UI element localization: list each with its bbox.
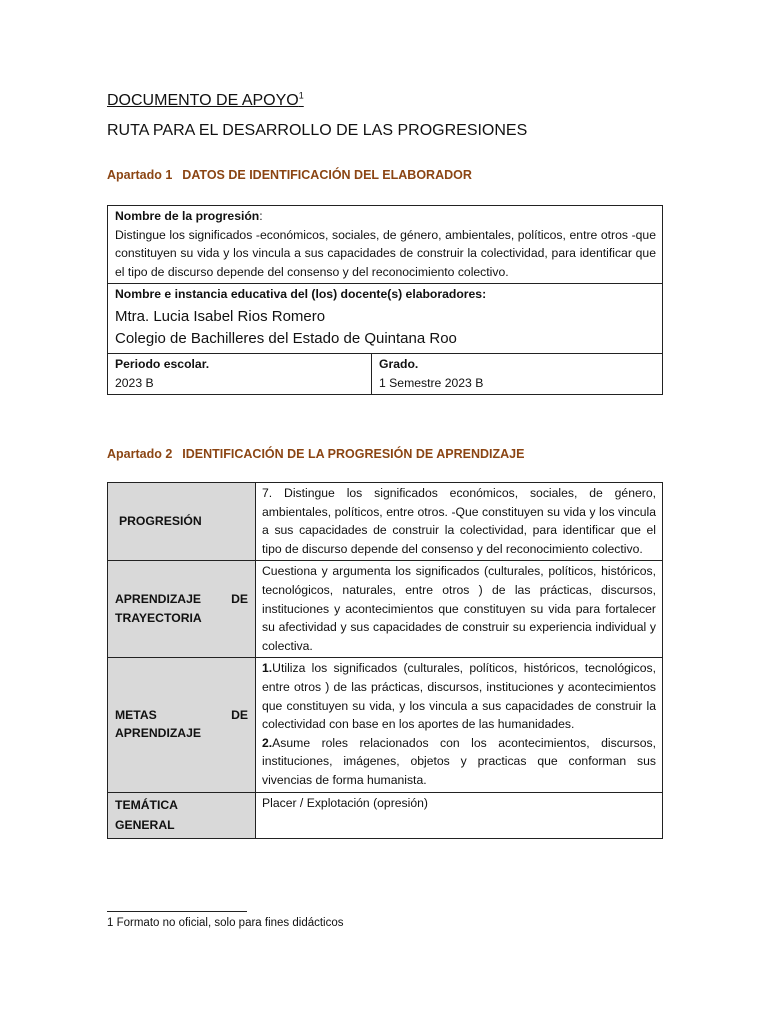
teachers-label: Nombre e instancia educativa del (los) docente(s) elaboradores:: [115, 287, 487, 302]
progression-table: [107, 482, 663, 839]
progression-text: Distingue los significados -económicos, sociales, de género, ambientales, políticos, entre otros -que constituyen su vida y los vincula a sus capacidades de construir la colectividad, para identificar que el tipo de discurso depende del consenso y del reconocimiento colectivo.: [115, 227, 656, 279]
tematica-text: Placer / Explotación (opresión): [256, 792, 663, 838]
footnote-text: 1 Formato no oficial, solo para fines didácticos: [107, 917, 344, 929]
period-grade-row: [108, 353, 663, 394]
progression-label: Nombre de la progresión: [115, 209, 260, 223]
section2-heading: Apartado 2 IDENTIFICACIÓN DE LA PROGRESIÓN DE APRENDIZAJE: [107, 447, 525, 461]
progresion-label: PROGRESIÓN: [108, 483, 256, 561]
period-cell: [108, 353, 372, 394]
grade-value: 1 Semestre 2023 B: [379, 375, 484, 390]
teachers-row: [108, 284, 663, 354]
institution-name: Colegio de Bachilleres del Estado de Quintana Roo: [115, 329, 457, 347]
footnote-separator: [107, 911, 247, 912]
progression-cell: Nombre de la progresión: Distingue los significados -económicos, sociales, de género, ambientales, políticos, entre otros -que constituyen su vida y los vincula a sus capacidades de construir la colectividad, para identificar que el tipo de discurso depende del consenso y del reconocimiento colectivo.: [108, 206, 663, 284]
period-label: Periodo escolar.: [115, 356, 210, 371]
footnote-marker: 1: [298, 90, 304, 101]
grade-cell: [372, 353, 663, 394]
learning-goal-1: 1.Utiliza los significados (culturales, políticos, históricos, tecnológicos, entre otros ) de las prácticas, discursos, instituciones y acontecimientos que constituyen su vida, y los vincula a sus capacidades de construir la colectividad con base en los aportes de las humanidades.: [262, 661, 656, 732]
grade-label: Grado.: [379, 356, 419, 371]
document-title: DOCUMENTO DE APOYO$^1$: [107, 90, 304, 109]
tematica-label: TEMÁTICA GENERAL: [108, 792, 256, 838]
teachers-cell: [108, 284, 663, 354]
learning-goal-2: 2.Asume roles relacionados con los acontecimientos, discursos, instituciones, imágenes, objetos y practicas que conforman sus vivencias de forma humanista.: [262, 735, 656, 787]
progression-row: [108, 206, 663, 284]
trayectoria-row: [108, 561, 663, 658]
section1-heading: Apartado 1 DATOS DE IDENTIFICACIÓN DEL ELABORADOR: [107, 168, 472, 182]
period-value: 2023 B: [115, 375, 154, 390]
trayectoria-label: APRENDIZAJE DE TRAYECTORIA: [108, 561, 256, 658]
document-subtitle: RUTA PARA EL DESARROLLO DE LAS PROGRESIONES: [107, 122, 528, 139]
metas-text: [256, 658, 663, 792]
teacher-name: Mtra. Lucia Isabel Rios Romero: [115, 307, 326, 325]
trayectoria-text: Cuestiona y argumenta los significados (culturales, políticos, históricos, tecnológicos, naturales, entre otros ) de las prácticas, discursos, instituciones y acontecimientos que constituyen su vida para fortalecer su afectividad y sus capacidades de construir su experiencia individual y colectiva.: [256, 561, 663, 658]
metas-label: METAS DE APRENDIZAJE: [108, 658, 256, 792]
tematica-row: [108, 792, 663, 838]
progresion-row: [108, 483, 663, 561]
identification-table: [107, 205, 663, 395]
metas-row: [108, 658, 663, 792]
progresion-text: 7. Distingue los significados económicos, sociales, de género, ambientales, políticos, entre otros. -Que constituyen su vida y los vincula a sus capacidades de construir la colectividad, para identificar que el tipo de discurso depende del consenso y del reconocimiento colectivo.: [256, 483, 663, 561]
